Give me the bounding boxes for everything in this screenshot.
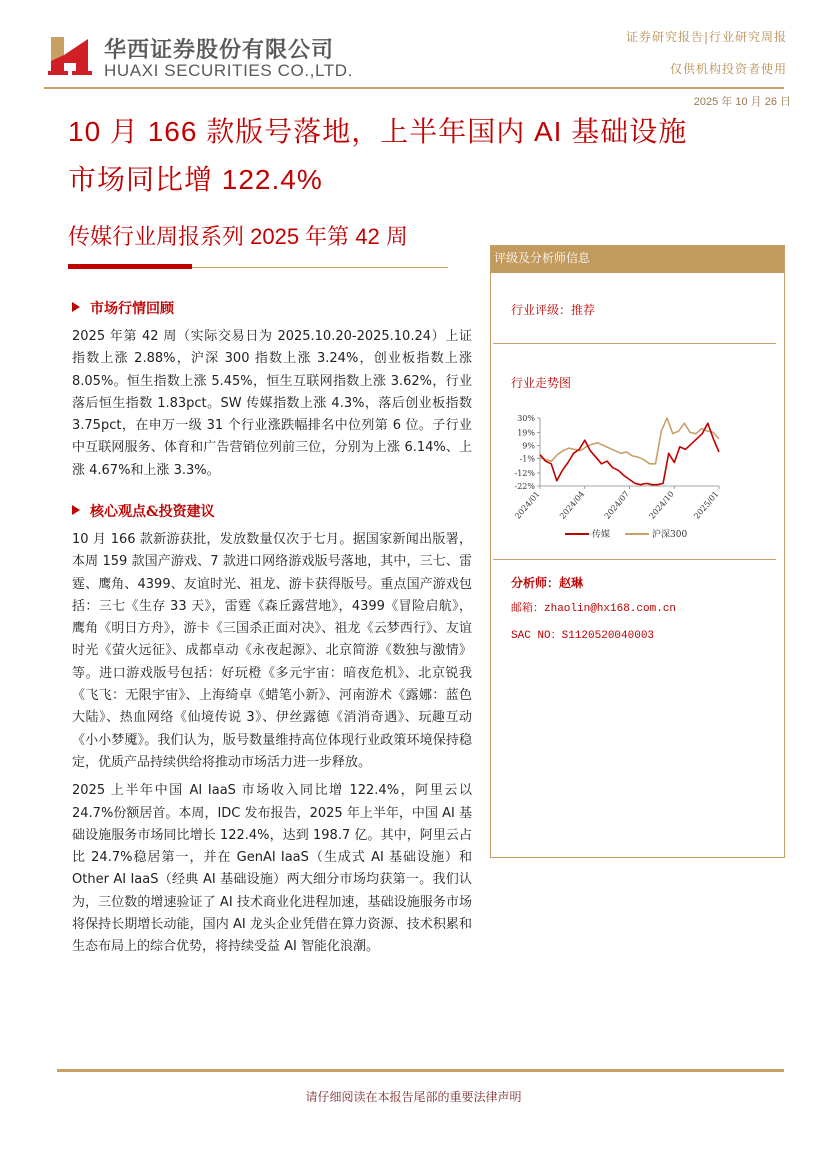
company-logo: [48, 33, 378, 87]
report-type: 证券研究报告|行业研究周报: [625, 30, 787, 44]
core-views-text: [72, 529, 472, 959]
analyst-name: 分析师：赵琳: [511, 576, 584, 590]
triangle-bullet-icon: [72, 505, 80, 515]
rating-analyst-panel: [490, 245, 785, 858]
market-review-text: [72, 326, 472, 482]
triangle-bullet-icon: [72, 302, 80, 312]
section-heading-text: 市场行情回顾: [90, 301, 174, 317]
y-tick-label: 19%: [517, 428, 535, 438]
panel-divider: [493, 559, 776, 560]
paragraph: 10 月 166 款新游获批，发放数量仅次于七月。据国家新闻出版署，本周 159 款国产游戏、7 款进口网络游戏版号落地，其中，三七、雷霆、鹰角、4399、友谊时光、祖龙、游卡获得版号。重点国产游戏包括：三七《生存 33 天》，雷霆《森丘露营地》，4399《冒险启航》，鹰角《明日方舟》，游卡《三国杀正面对决》、祖龙《云梦西行》、友谊时光《萤火远征》、成都卓动《永夜起源》、北京简游《数独与激情》等。进口游戏版号包括：好玩橙《多元宇宙：暗夜危机》、北京锐我《飞飞：无限宇宙》、上海绮卓《蜡笔小新》、河南游术《露娜：蓝色大陆》、热血网络《仙境传说 3》、伊丝露德《消消奇遇》、玩趣互动《小小梦魇》。我们认为，版号数量维持高位体现行业政策环境保持稳定，优质产品持续供给将推动市场活力进一步释放。: [72, 532, 472, 770]
subtitle-rule: [192, 267, 448, 268]
legend-label: 沪深300: [652, 530, 688, 540]
company-name-cn: 华西证券股份有限公司: [104, 37, 335, 63]
legal-disclaimer: 请仔细阅读在本报告尾部的重要法律声明: [305, 1090, 522, 1104]
audience-note: 仅供机构投资者使用: [669, 62, 787, 76]
section-heading-market-review: [72, 298, 174, 318]
panel-divider: [493, 343, 776, 344]
paragraph: 2025 上半年中国 AI IaaS 市场收入同比增 122.4%，阿里云以 24.7%份额居首。本周，IDC 发布报告，2025 年上半年，中国 AI 基础设施服务市场同比增长 122.4%，达到 198.7 亿。其中，阿里云占比 24.7%稳居第一，并在 GenAI IaaS（生成式 AI 基础设施）和 Other AI IaaS（经典 AI 基础设施）两大细分市场均获第一。我们认为，三位数的增速验证了 AI 技术商业化进程加速，基础设施服务市场将保持长期增长动能，国内 AI 龙头企业凭借在算力资源、技术积累和生态布局上的综合优势，将持续受益 AI 智能化浪潮。: [72, 783, 472, 955]
report-subtitle: 传媒行业周报系列 2025 年第 42 周: [68, 224, 408, 249]
y-tick-label: -12%: [514, 468, 535, 478]
analyst-sac-number: SAC NO：S1120520040003: [511, 630, 655, 642]
industry-trend-chart: [495, 408, 780, 548]
huaxi-logo-mark-icon: [48, 33, 92, 79]
x-tick-label: 2025/01: [692, 489, 721, 521]
y-tick-label: 30%: [517, 414, 535, 423]
x-tick-label: 2024/07: [602, 489, 632, 521]
legend-label: 传媒: [592, 530, 611, 540]
header-rule: [44, 87, 784, 89]
y-tick-label: -1%: [519, 454, 535, 464]
y-tick-label: 9%: [522, 441, 535, 451]
panel-header: 评级及分析师信息: [491, 246, 784, 273]
company-name-en: HUAXI SECURITIES CO.,LTD.: [104, 61, 353, 80]
report-date: 2025 年 10 月 26 日: [693, 96, 791, 108]
y-tick-label: -22%: [514, 482, 535, 491]
trend-chart-label: 行业走势图: [511, 376, 572, 390]
subtitle-accent-bar: [68, 264, 192, 269]
x-tick-label: 2024/01: [513, 489, 542, 521]
industry-rating: 行业评级：推荐: [511, 303, 596, 317]
report-title-line1: 10 月 166 款版号落地，上半年国内 AI 基础设施: [68, 116, 688, 147]
section-heading-core-views: [72, 501, 215, 521]
x-tick-label: 2024/10: [647, 489, 676, 521]
paragraph: 2025 年第 42 周（实际交易日为 2025.10.20-2025.10.24）上证指数上涨 2.88%，沪深 300 指数上涨 3.24%，创业板指数上涨 8.05%。恒生指数上涨 5.45%，恒生互联网指数上涨 3.62%，行业落后恒生指数 1.83pct。SW 传媒指数上涨 4.3%，落后创业板指数 3.75pct，在申万一级 31 个行业涨跌幅排名中位列第 6 位。子行业中互联网服务、体育和广告营销位列前三位，分别为上涨 6.14%、上涨 4.67%和上涨 3.3%。: [72, 329, 472, 478]
section-heading-text: 核心观点&投资建议: [90, 504, 215, 520]
footer-rule: [57, 1069, 784, 1072]
analyst-email: 邮箱：zhaolin@hx168.com.cn: [511, 603, 677, 615]
x-tick-label: 2024/04: [558, 489, 587, 521]
series-line-csi300: [540, 418, 719, 464]
report-title-line2: 市场同比增 122.4%: [68, 164, 323, 195]
